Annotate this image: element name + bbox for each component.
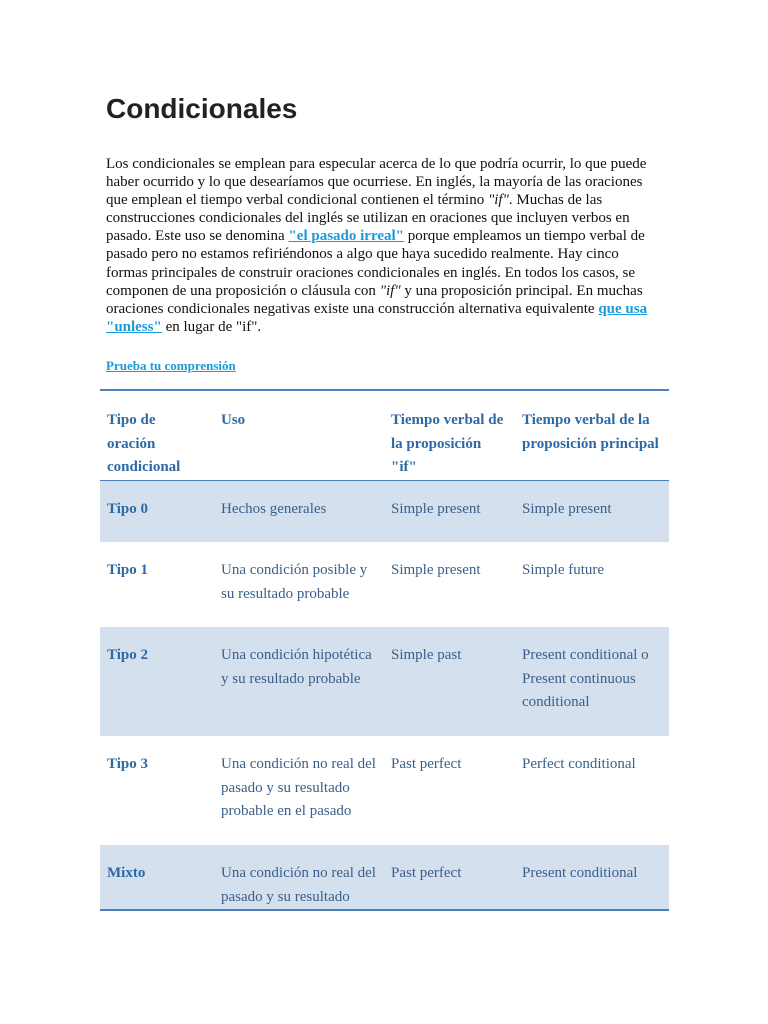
cell-main-clause: Perfect conditional (522, 756, 636, 772)
cell-use: Una condición no real del pasado y su resultado probable en el pasado (221, 756, 376, 819)
cell-main-clause: Present conditional (515, 845, 669, 910)
cell-main-clause: Simple future (522, 562, 605, 578)
cell-use: Una condición posible y su resultado probable (221, 562, 368, 602)
intro-paragraph (106, 155, 658, 336)
cell-use: Hechos generales (214, 480, 384, 542)
cell-if-clause: Simple past (384, 627, 515, 736)
cell-type: Tipo 0 (100, 480, 214, 542)
cell-if-clause: Past perfect (391, 756, 462, 772)
if-term: "if" (487, 192, 509, 209)
cell-type: Tipo 1 (107, 562, 148, 578)
conditionals-table-container (100, 389, 669, 911)
conditionals-table (100, 389, 669, 911)
cell-if-clause: Past perfect (384, 845, 515, 910)
cell-if-clause: Simple present (384, 480, 515, 542)
intro-text-2: . Muchas de las construcciones condicionales del inglés se utilizan en oraciones que incluyen verbos en pasado. Este uso se denomina (106, 192, 630, 245)
cell-type: Tipo 3 (107, 756, 148, 772)
cell-type: Mixto (100, 845, 214, 910)
table-row (100, 627, 669, 736)
table-header-row (100, 390, 669, 480)
table-row (100, 542, 669, 627)
if-term-2: "if" (379, 282, 401, 299)
unless-link[interactable]: que usa "unless" (106, 300, 648, 335)
page-title: Condicionales (106, 93, 298, 124)
cell-use: Una condición hipotética y su resultado probable (214, 627, 384, 736)
cell-main-clause: Present conditional o Present continuous conditional (515, 627, 669, 736)
header-use: Uso (221, 412, 246, 428)
header-type: Tipo de oración condicional (107, 412, 181, 475)
header-main-clause: Tiempo verbal de la proposición principal (522, 412, 659, 452)
pasado-irreal-link[interactable]: "el pasado irreal" (288, 228, 405, 245)
cell-main-clause: Simple present (515, 480, 669, 542)
intro-text-1: Los condicionales se emplean para especular acerca de lo que podría ocurrir, lo que puede haber ocurrido y lo que desearíamos que ocurriese. En inglés, la mayoría de las oraciones que emplean el tiempo verbal condicional contienen el término (106, 156, 647, 209)
quiz-link[interactable]: Prueba tu comprensión (106, 358, 236, 373)
header-if-clause: Tiempo verbal de la proposición "if" (391, 412, 504, 475)
table-row (100, 736, 669, 845)
intro-text-3: porque empleamos un tiempo verbal de pasado pero no estamos refiriéndonos a algo que haya sucedido realmente. Hay cinco formas principales de construir oraciones condicionales en inglés. En todos los casos, se componen de una proposición o cláusula con (106, 228, 645, 299)
cell-type: Tipo 2 (100, 627, 214, 736)
table-row (100, 480, 669, 542)
intro-text-5: en lugar de "if". (161, 318, 262, 335)
intro-text-4: y una proposición principal. En muchas oraciones condicionales negativas existe una construcción alternativa equivalente (106, 282, 643, 317)
cell-if-clause: Simple present (391, 562, 481, 578)
table-row (100, 845, 669, 910)
cell-use: Una condición no real del pasado y su resultado (214, 845, 384, 910)
